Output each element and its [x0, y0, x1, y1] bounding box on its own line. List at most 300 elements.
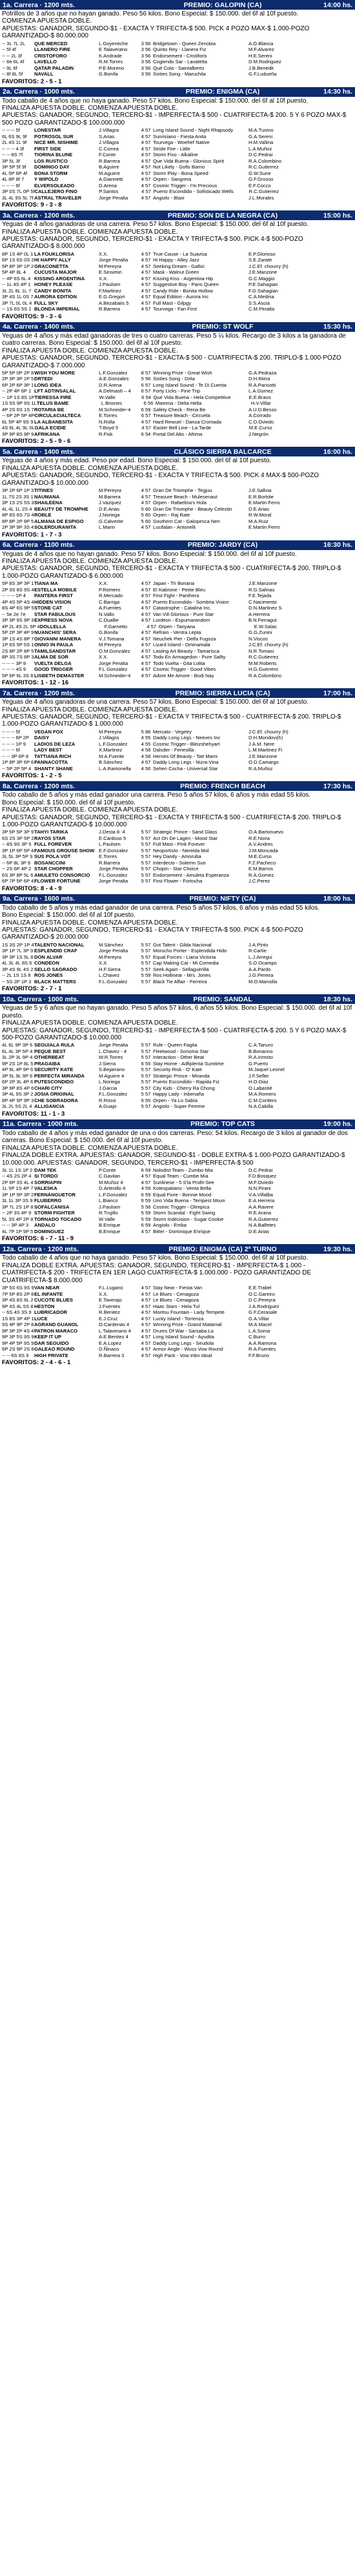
sire-dam: Tourvega - Woehef Native — [153, 139, 210, 146]
entry-form: -- 8f 8L 5f — [2, 71, 23, 77]
trainer-name: A.A.Ravere — [249, 1203, 274, 1210]
sire-dam: Storm Play - Bona Speed — [153, 170, 208, 176]
sire-dam: Full Mast - Pink Forever — [153, 841, 205, 848]
age-weight: 4 57 — [141, 586, 151, 593]
entry-form: 3P 4S 8S 9L 2 — [2, 1297, 34, 1303]
age-weight: 4 57 — [141, 1291, 151, 1297]
jockey-name: J.Desta 8 -4 — [99, 829, 125, 835]
entry-form: 3P 1P 5P 3P 2 — [2, 1191, 34, 1198]
jockey-name: K.Andrade — [99, 52, 122, 59]
trainer-name: G.A.Pedraza — [249, 369, 277, 376]
trainer-name: E.E.Trabel — [249, 1285, 272, 1291]
trainer-name: N.R.Tomasi — [249, 648, 274, 654]
horse-name: SOLERDURANITA — [34, 524, 77, 531]
trainer-name: G.G.Zunini — [249, 629, 272, 636]
entry-row — [2, 741, 353, 748]
trainer-name: O.Labastié — [249, 1085, 272, 1091]
horse-name: DAISY — [34, 735, 50, 741]
jockey-name: D.Arena — [99, 182, 117, 189]
race-number-distance: 3a. Carrera · 1200 mts. — [3, 211, 76, 220]
entry-form: 2L 4S 1L 9f — [2, 139, 27, 146]
horse-name: LONESTAR — [34, 127, 61, 134]
age-weight: 6 59 — [141, 406, 151, 413]
sire-dam: Orpen - Sangrera — [153, 176, 192, 183]
sire-dam: Suggestive Boy - Paris Queen — [153, 281, 219, 288]
trainer-name: M.A.Tunino — [249, 127, 274, 134]
jockey-name: C.Correa — [99, 145, 119, 152]
jockey-name: Jorge Peralta — [99, 660, 128, 666]
entry-form: 4L 4L 1L 2S 4 — [2, 506, 32, 512]
trainer-name: A.O.Blanca — [249, 40, 274, 46]
entry-form: 7P 5P 8S 2P 8 — [2, 1291, 34, 1297]
age-weight: 4 57 — [141, 269, 151, 276]
entry-row — [2, 593, 353, 599]
jockey-name: M.Barrera — [99, 493, 121, 500]
age-weight: 5 59 — [141, 1210, 151, 1216]
jockey-name: E.G.Gregori — [99, 294, 125, 300]
entry-form: 3P 4L 9S 3P 2 — [2, 1091, 34, 1098]
jockey-name: P.E.Moreno — [99, 65, 125, 71]
entry-row — [2, 747, 353, 753]
horse-name: SOFALCANISA — [34, 1203, 70, 1210]
age-weight: 6 59 — [141, 1167, 151, 1173]
entry-form: 6P 2P 6P 3P 1 — [2, 382, 34, 388]
horse-name: TAHYI TARIKA — [34, 829, 68, 835]
entry-form: -- 5S 2P 1P 3 — [2, 978, 32, 985]
entry-form: 3P 0S 7L 0P 5f — [2, 189, 35, 195]
horse-name: TIERESSA FIRE — [34, 394, 72, 400]
jockey-name: L.F.Gonzalez — [99, 1191, 128, 1198]
race-condition-line: APUESTAS: GANADOR, SEGUNDO, TERCERO-$1 - IMPERFECTA-$ 500 - CUATRIFECTA-$ 200. 5 Y 6 POZO MAX-$ 500 POZO GARANTIZADO-$ 100.000.000 — [2, 112, 347, 127]
jockey-name: F.Garnetto — [104, 623, 128, 629]
sire-dam: Cosmic Trigger - I'm Precious — [153, 182, 218, 189]
horse-name: TATTIANA RICH — [34, 753, 72, 759]
sire-dam: Koteopatiano - Venta Bella — [153, 1185, 211, 1192]
race-condition-line: FINALIZA DOBLE EXTRA. APUESTAS: GANADOR, SEGUNDO, TERCERO-$1 - IMPERFECTA-$ 1.000 - CUATRIFECTA-$ 200 - TRIFECTA EN 1ER LAGO CUATRIFECTA-$ 1.000.000 - POZO GARANTIZADO DE CUATRIFECTA-$ 8.000.000 — [2, 1262, 311, 1284]
trainer-name: G.A.Villar — [249, 1315, 269, 1322]
race-condition-line: FINALIZA APUESTA DOBLE. COMIENZA APUESTA DOBLE. — [2, 1019, 178, 1027]
race-condition-line: FINALIZA APUESTA DOBLE. COMIENZA APUESTA DOBLE. — [2, 557, 178, 565]
trainer-name: P.E.Sahagian — [249, 281, 278, 288]
entry-row — [2, 1180, 353, 1186]
entry-row — [2, 942, 353, 948]
trainer-name: L.M.Martinez Fi — [249, 747, 283, 753]
age-weight: 3 56 — [141, 52, 151, 59]
entry-row — [2, 1192, 353, 1198]
age-weight: 5 60 — [141, 512, 151, 518]
trainer-name: M.F.Alvarez — [249, 46, 274, 53]
trainer-name: F.Z.Pacheco — [249, 859, 276, 866]
entry-row — [2, 281, 353, 288]
age-weight: 4 57 — [141, 158, 151, 164]
age-weight: 5 57 — [141, 859, 151, 866]
entry-form: 3P 5L 9L 9P 6 — [2, 1072, 33, 1079]
horse-name: FERNÁNGUETOR — [34, 1191, 76, 1198]
sire-dam: Orpen - Tanyana — [158, 623, 196, 629]
entry-form: 1L 5P 1S 4P 7 — [2, 1185, 34, 1192]
sire-dam: Drums Of War - Sarsaba La — [153, 1327, 214, 1334]
race-condition-line: COMIENZA APUESTA DOBLE. — [2, 17, 92, 25]
entry-form: 6P 1S 6S 0S 2 — [2, 257, 34, 263]
trainer-name: J.M.Moncada — [249, 847, 278, 854]
sire-dam: Long Island Sound - Ayudita — [153, 1334, 214, 1340]
entries-list — [0, 251, 355, 312]
race-header — [0, 322, 355, 332]
trainer-name: F.E.Tejada — [249, 593, 272, 599]
horse-name: NAUMANA — [34, 493, 60, 500]
entry-form: 3P 1P 6P 5P 4 — [2, 847, 34, 854]
jockey-name: M.Schneider-4 — [99, 672, 131, 679]
race-conditions — [0, 550, 355, 581]
entry-row — [2, 413, 353, 419]
sire-dam: Gran De Triomphe - Beauty Celestin — [153, 506, 232, 512]
jockey-name: M.Pereyra — [99, 487, 122, 494]
sire-dam: Seeking Dream - Gallizi — [153, 263, 205, 269]
sire-dam: Qué Cola - Saintalberto — [153, 65, 205, 71]
sire-dam: Bitter - Dominique Enrique — [153, 1228, 211, 1234]
trainer-name: J.E.Manzone — [249, 269, 278, 276]
entry-row — [2, 376, 353, 382]
jockey-name: X.X. — [99, 960, 108, 966]
race-time: 14:30 hs. — [323, 88, 352, 96]
entry-form: 3P 5S 6S 9S 9 — [2, 1285, 34, 1291]
entry-form: 9S 4P 9P 2P 8 — [2, 1322, 34, 1328]
trainer-name: M.M.Roberts — [249, 660, 277, 666]
trainer-name: N.A.Balfetes — [249, 1222, 276, 1229]
age-weight: 5 56 — [141, 1203, 151, 1210]
trainer-name: R.W.Moral — [249, 512, 272, 518]
age-weight: 5 57 — [141, 878, 151, 884]
age-weight: 5 57 — [141, 835, 151, 841]
age-weight: 5 57 — [141, 829, 151, 835]
entry-form: 6P 2S 9P 2S 8 — [2, 1346, 34, 1353]
age-weight: 5 57 — [141, 1072, 151, 1079]
race-condition-line: FINALIZA APUESTA DOBLE. COMIENZA APUESTA DOBLE. — [2, 806, 178, 814]
entry-form: 1S 3S 2P 1P 4 — [2, 941, 34, 948]
entry-form: 3L 2P 3L 9P 4 — [2, 1054, 33, 1061]
age-weight: 6 56 — [143, 400, 154, 407]
entry-row — [2, 425, 353, 431]
sire-dam: Daddy Long Legs - Neeves Inc — [153, 735, 221, 741]
trainer-name: S.S.Ascia — [249, 300, 270, 306]
jockey-name: G.Calvente — [99, 518, 123, 524]
sire-dam: Interdecto - Solemn Sun — [153, 859, 206, 866]
entry-form: 3L 4L 9S 5L 7f — [2, 194, 34, 201]
age-weight: 4 55 — [141, 741, 151, 747]
race-condition-line: APUESTAS: GANADOR, SEGUNDO, TERCERO-$1 - EXACTA Y TRIFECTA-$ 500. PICK 4-$ 500-POZO GARANTIZADO-$ 20.000.000 — [2, 926, 303, 941]
sire-dam: Treasure Beach - Mulesenaut — [153, 493, 218, 500]
sire-dam: Sixties Song - Drita — [153, 376, 195, 382]
entry-row — [2, 394, 353, 401]
entry-row — [2, 518, 353, 525]
entry-form: -- -- 8S 7f — [2, 152, 23, 158]
entry-row — [2, 382, 353, 389]
entry-form: 1P 8P 3P 6P 6 — [2, 759, 34, 766]
race-condition-line: Yeguas de 4 años ganadoras de una carrera. Peso 57 kilos. Bono Especial: $ 150.000. del 6f al 10f puesto. — [2, 699, 309, 706]
age-weight: 4 57 — [141, 250, 151, 257]
race-prize-name: PREMIO: GALOPIN (CA) — [183, 1, 262, 9]
sire-dam: Hi Happy - Alley Jazz — [153, 257, 199, 263]
jockey-name: E.Torres — [99, 413, 117, 419]
trainer-name: D.M.Rodriguez — [249, 59, 281, 65]
trainer-name: J.L.Morales — [249, 194, 274, 201]
jockey-name: J.Sierra — [99, 1060, 116, 1067]
jockey-name: E.F.Gonzalez — [99, 847, 128, 854]
race-header — [0, 210, 355, 220]
jockey-name: E.Cardoso 5 — [99, 835, 127, 841]
horse-name: DAR SEGUIDO — [34, 1340, 69, 1346]
trainer-name: J.E.Manzone — [249, 753, 278, 759]
entry-row — [2, 139, 353, 146]
trainer-name: J.C.Ef. chourry (h) — [249, 263, 289, 269]
entry-row — [2, 1073, 353, 1079]
entry-row — [2, 1291, 353, 1298]
entry-row — [2, 1353, 353, 1359]
horse-name: NICE MR. NISHIME — [34, 139, 78, 146]
entry-row — [2, 1210, 353, 1216]
age-weight: 3 56 — [141, 65, 151, 71]
entries-list — [0, 41, 355, 77]
trainer-name: A.U.D.Besso — [249, 406, 277, 413]
entry-row — [2, 866, 353, 872]
race-number-distance: 1a. Carrera · 1200 mts. — [3, 1, 76, 9]
entry-form: -- -- -- 6f — [2, 182, 20, 189]
trainer-name: R.A.Colombino — [249, 672, 282, 679]
race-condition-line: Bono Especial: $ 150.000. del 6f al 10f puesto. — [2, 912, 136, 919]
sire-dam: Long Island Sound - Night Rhapsody — [153, 127, 234, 134]
jockey-name: E.Taverajo — [99, 1297, 122, 1303]
horse-name: SI TORDO — [34, 1173, 58, 1180]
entry-row — [2, 41, 353, 47]
race-condition-line: APUESTAS: GANADOR, SEGUNDO, TERCERO-$1 - EXACTA Y TRIFECTA-$ 500 - CUATRIFECTA-$ 200. TRIPLO-$ 1.000-POZO GARANTIZADO-$ 1.000.000 — [2, 713, 341, 728]
race-time: 16:00 hs. — [323, 447, 352, 456]
sire-dam: Equal Forces - Liana Victoria — [153, 954, 216, 960]
age-weight: 4 57 — [141, 629, 151, 636]
entry-row — [2, 960, 353, 966]
horse-name: PATRON MARACO — [34, 1327, 78, 1334]
age-weight: 4 57 — [141, 176, 151, 183]
entry-row — [2, 306, 353, 312]
age-weight: 4 57 — [141, 133, 151, 139]
entry-form: 2P 3S 8S 9S 4 — [2, 586, 34, 593]
sire-dam: Cogiendo Sar - Lavaletta — [153, 59, 208, 65]
age-weight: 4 57 — [141, 300, 151, 306]
horse-name: CUCUSTA MAJOR — [34, 269, 77, 276]
jockey-name: B.Sánchez — [99, 759, 123, 766]
trainer-name: R.E.Noria — [249, 835, 270, 841]
jockey-name: M.A.Fuente — [99, 753, 125, 759]
horse-name: CRISTOFORO — [34, 52, 67, 59]
age-weight: 5 86 — [141, 728, 151, 735]
age-weight: 4 57 — [141, 1340, 151, 1346]
age-weight: 4 57 — [141, 672, 151, 679]
entry-form: 9P 3P 5S 9S 9 — [2, 1334, 34, 1340]
entry-form: -- -- -- 5f — [2, 728, 20, 735]
age-weight: 5 57 — [141, 841, 151, 848]
sire-dam: Forty Licks - Fine Trip — [153, 388, 200, 394]
entry-row — [2, 1167, 353, 1174]
entry-row — [2, 263, 353, 270]
sire-dam: Treasure Beach - Circuela — [153, 413, 210, 419]
age-weight: 5 57 — [141, 866, 151, 872]
horse-name: GRACONETTA — [34, 263, 69, 269]
race-condition-line: FINALIZA APUESTA DOBLE. COMIENZA APUESTA DOBLE. — [2, 347, 178, 354]
race-condition-line: Yeguas de 4 años que no hayan ganado. Peso 57 kilos. Bono Especial: $ 150.000. del 6f al 10f puesto. — [2, 550, 297, 558]
entry-form: -- -- -- 3P 9 — [2, 660, 26, 666]
age-weight: 5 57 — [141, 854, 151, 860]
horse-name: HIDDEN VISION — [34, 598, 71, 605]
sire-dam: Catastrophe - Catalina Inc. — [153, 605, 212, 611]
race-block — [0, 1244, 355, 1368]
entry-form: 3L 1L 3P 3S 9 — [2, 1198, 33, 1204]
horse-name: VEGAN FOX — [34, 728, 63, 735]
entry-form: 5P 8S 3P 3P 1 — [2, 580, 34, 587]
entry-form: 5P 4P 8L 4 — [2, 269, 26, 276]
horse-name: CONDEON — [34, 960, 59, 966]
entry-row — [2, 257, 353, 263]
entry-row — [2, 1340, 353, 1347]
trainer-name: L.J.Arregui — [249, 954, 272, 960]
entry-form: 3P 7L 2S 1P 8 — [2, 1203, 34, 1210]
trainer-name: D.E.Arias — [249, 506, 270, 512]
race-conditions — [0, 220, 355, 251]
race-prize-name: PREMIO: ST WOLF — [192, 323, 254, 331]
trainer-name: C.D.Oviedo — [249, 418, 274, 425]
sire-dam: High Pack - Vow Inbn Idoal — [153, 1352, 212, 1358]
race-block — [0, 1119, 355, 1245]
entry-row — [2, 1061, 353, 1067]
horse-name: SORRIAPIN — [34, 1179, 62, 1185]
entry-row — [2, 654, 353, 660]
age-weight: 4 57 — [141, 170, 151, 176]
entry-form: 4L 6L 9P 3P 6 — [2, 1042, 33, 1048]
trainer-name: E.M.Barros — [249, 866, 273, 872]
horse-name: EL INFANTE — [34, 1291, 63, 1297]
jockey-name: O.Cardenas 4 — [99, 1322, 130, 1328]
entry-form: 4L 3L 4L 8S 6 — [2, 960, 32, 966]
horse-name: ANDALO — [34, 1222, 56, 1229]
sire-dam: Kissing Kiss - Argentina Hip — [153, 275, 214, 281]
horse-name: CHARI CITY — [34, 1085, 63, 1091]
age-weight: 4 57 — [141, 648, 151, 654]
entry-row — [2, 1091, 353, 1098]
trainer-name: A.Herrera — [249, 611, 270, 617]
jockey-name: D.Ñinaco — [99, 1346, 119, 1353]
trainer-name: F.F.Bruno — [249, 1352, 270, 1358]
entry-row — [2, 1048, 353, 1055]
trainer-name: R.G.Salinas — [249, 586, 275, 593]
trainer-name: G.C.Maggio — [249, 275, 275, 281]
horse-name: SHANTY SHANE — [34, 765, 73, 772]
sire-dam: Adore Me Amore - Bodi Nay — [153, 672, 214, 679]
jockey-name: S.Arias — [99, 133, 115, 139]
horse-name: FAMOUS GROUSE SHOW — [34, 847, 95, 854]
jockey-name: X.Martinez — [99, 747, 123, 753]
entry-form: 4L 7P 1P 9P 5 — [2, 1228, 34, 1234]
jockey-name: A.Delmas6 – 4 — [99, 388, 131, 394]
entry-form: 8S 4P 6S 9P 5 — [2, 605, 34, 611]
age-weight: 6 57 — [141, 413, 151, 419]
entry-row — [2, 735, 353, 741]
trainer-name: R.A.Irimoto — [249, 1054, 273, 1061]
entry-row — [2, 1204, 353, 1211]
trainer-name: H.E.Sereni — [249, 52, 272, 59]
entry-form: -- 2S 6P 4P 2 — [2, 866, 32, 872]
age-weight: 5 57 — [141, 1042, 151, 1048]
trainer-name: A.Corrado — [249, 413, 271, 419]
entry-form: 3L 5L 3P 5P 9 — [2, 854, 33, 860]
trainer-name: O.F.Grosso — [249, 176, 274, 183]
entry-row — [2, 158, 353, 165]
sire-dam: Lucky Island - Torrenza — [153, 1315, 204, 1322]
age-weight: 5 57 — [141, 1085, 151, 1091]
sire-dam: Heroes Of Beauty - Tatt Mami — [153, 753, 218, 759]
age-weight: 4 57 — [141, 1285, 151, 1291]
horse-name: VAN NEAR — [34, 1285, 60, 1291]
entry-row — [2, 1229, 353, 1235]
sire-dam: Strategic Prince - Miranda — [153, 1072, 210, 1079]
trainer-name: J.G.Pereira — [249, 972, 274, 979]
trainer-name: M.F.Oviedo — [249, 1179, 274, 1185]
trainer-name: R.A.Gutierrez — [249, 1216, 278, 1222]
sire-dam: Long Island Sound - Te Di Cuenta — [153, 382, 227, 388]
sire-dam: Southern Cat - Galopesca Nen — [153, 518, 220, 524]
horse-name: ESPLENDID CRAF — [34, 948, 77, 954]
sire-dam: Cosmic Trigger - Olimpica — [153, 1203, 210, 1210]
age-weight: 5 57 — [141, 941, 151, 948]
trainer-name: M.O.Mansilla — [249, 978, 278, 985]
sire-dam: El Kabrone - Petite Bleu — [153, 586, 206, 593]
entry-form: -- 1S 6S 5S 1 — [2, 306, 32, 312]
jockey-name: R.Rossi — [99, 1097, 116, 1103]
jockey-name: F.L.Gonzalez — [99, 872, 128, 878]
favorites-line: FAVORITOS: 2 - 7 - 1 — [2, 985, 62, 993]
age-weight: 4 57 — [141, 164, 151, 170]
age-weight: 4 57 — [147, 623, 157, 629]
sire-dam: Storm Fiso - Alkaline — [153, 152, 198, 158]
entry-row — [2, 59, 353, 65]
entry-form: 3P 5P 5P 3P 9 — [2, 829, 34, 835]
jockey-name: L.Goyeneche — [99, 40, 128, 46]
race-block — [0, 688, 355, 781]
horse-name: LAVELLO — [34, 59, 57, 65]
sire-dam: Morocho Porter - Esplendida Hido — [153, 948, 227, 954]
race-condition-line: FINALIZA APUESTA DOBLE. COMIENZA APUESTA DOBLE. — [2, 706, 178, 713]
entry-row — [2, 841, 353, 848]
horse-name: AURORA EDITION — [34, 294, 77, 300]
age-weight: 4 57 — [141, 654, 151, 660]
entry-row — [2, 766, 353, 772]
race-conditions — [0, 332, 355, 370]
jockey-name: J.Villagra — [99, 127, 119, 134]
age-weight: 4 57 — [141, 127, 151, 134]
race-header — [0, 1119, 355, 1129]
age-weight: 4 57 — [141, 666, 151, 673]
entry-row — [2, 666, 353, 673]
age-weight: 6 59 — [141, 1191, 151, 1198]
entry-row — [2, 524, 353, 531]
jockey-name: J.Garcia — [99, 1085, 117, 1091]
trainer-name: E.P.Glorioso — [249, 250, 276, 257]
race-condition-line: FINALIZA APUESTA DOBLE. COMIENZA APUESTA DOBLE. — [2, 228, 178, 236]
favorites-line: FAVORITOS: 9 - 3 - 8 — [2, 201, 62, 209]
horse-name: STORM FIGHTER — [34, 1210, 75, 1216]
age-weight: 4 57 — [141, 182, 151, 189]
entry-row — [2, 673, 353, 679]
age-weight: 4 57 — [141, 605, 151, 611]
race-header — [0, 781, 355, 791]
race-conditions — [0, 698, 355, 729]
